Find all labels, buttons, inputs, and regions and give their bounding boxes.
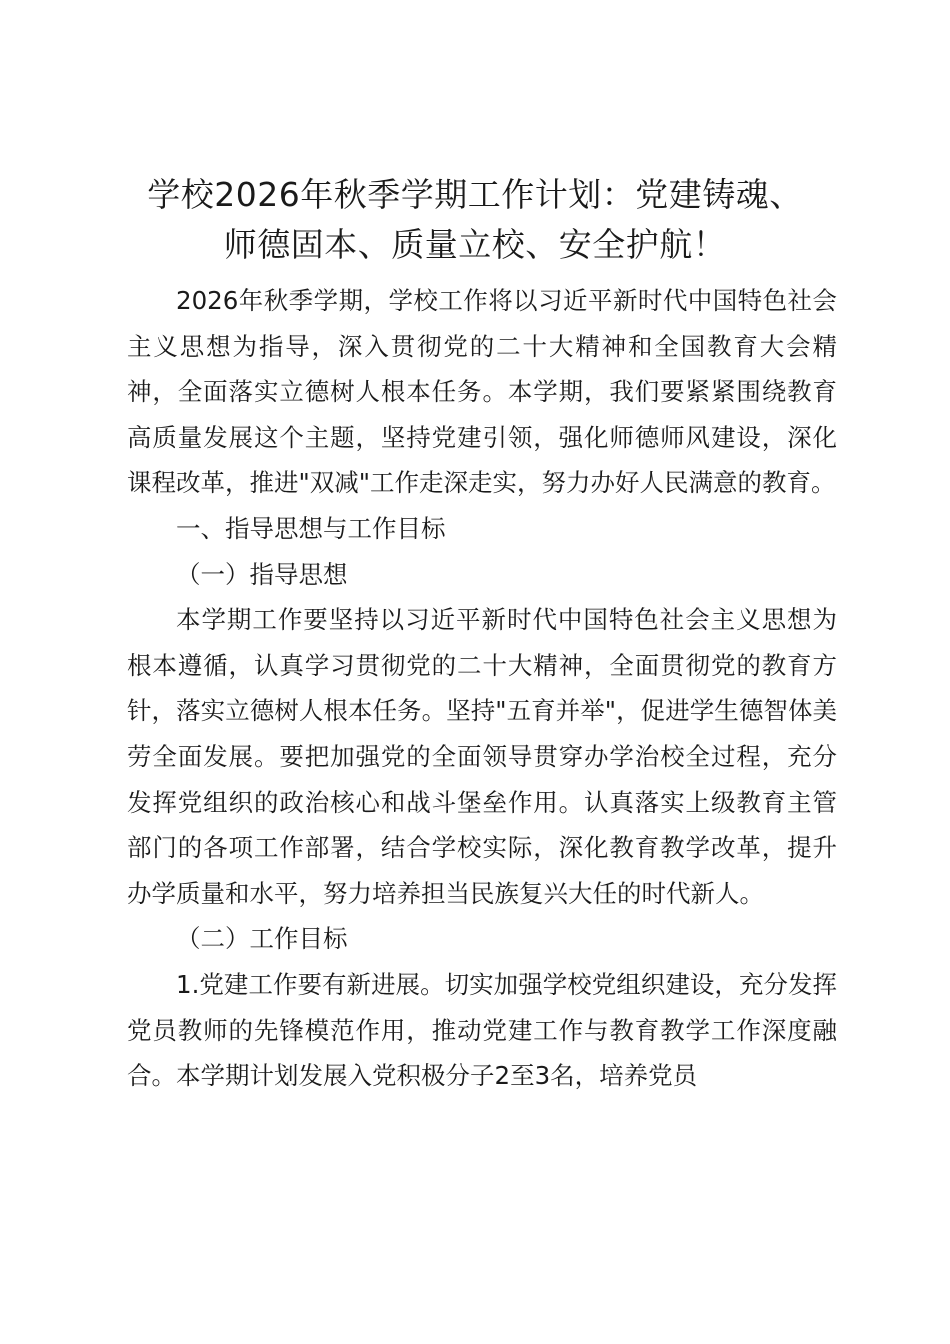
guiding-thought-paragraph: 本学期工作要坚持以习近平新时代中国特色社会主义思想为根本遵循，认真学习贯彻党的二十大精神，全面贯彻党的教育方针，落实立德树人根本任务。坚持"五育并举"，促进学生德智体美劳全面发展。要把加强党的全面领导贯穿办学治校全过程，充分发挥党组织的政治核心和战斗堡垒作用。认真落实上级教育主管部门的各项工作部署，结合学校实际，深化教育教学改革，提升办学质量和水平，努力培养担当民族复兴大任的时代新人。	[127, 605, 837, 908]
intro-paragraph: 2026年秋季学期，学校工作将以习近平新时代中国特色社会主义思想为指导，深入贯彻党的二十大精神和全国教育大会精神，全面落实立德树人根本任务。本学期，我们要紧紧围绕教育高质量发展这个主题，坚持党建引领，强化师德师风建设，深化课程改革，推进"双减"工作走深走实，努力办好人民满意的教育。	[127, 286, 837, 498]
subsection-heading-2: （二）工作目标	[176, 924, 348, 954]
section-heading-1: 一、指导思想与工作目标	[176, 513, 446, 543]
subsection-heading-1: （一）指导思想	[176, 559, 348, 589]
document-body	[127, 278, 837, 1099]
document-title-line-1: 学校2026年秋季学期工作计划：党建铸魂、	[147, 175, 803, 214]
document-title-line-2: 师德固本、质量立校、安全护航！	[223, 225, 727, 264]
goal-1-paragraph: 1.党建工作要有新进展。切实加强学校党组织建设，充分发挥党员教师的先锋模范作用，推动党建工作与教育教学工作深度融合。本学期计划发展入党积极分子2至3名，培养党员	[127, 969, 837, 1091]
